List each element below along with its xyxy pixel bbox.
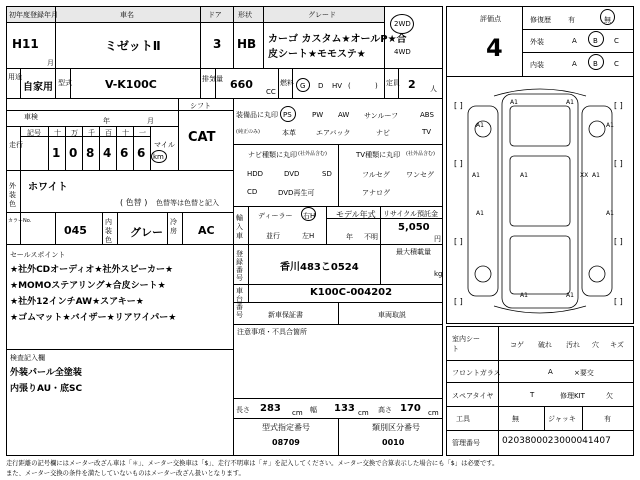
equip-sunroof: サンルーフ: [364, 112, 399, 120]
jack-label: ジャッキ: [548, 415, 576, 423]
inspection-year: 年: [103, 117, 110, 125]
repair-label: 修復歴: [530, 16, 551, 24]
cc-unit: CC: [266, 88, 276, 96]
inspector-notes-title: 検査記入欄: [10, 354, 45, 362]
interior-color-label: 内装色: [105, 218, 112, 244]
svg-text:[ ]: [ ]: [454, 297, 463, 306]
svg-text:[ ]: [ ]: [614, 159, 623, 168]
length: 283: [260, 403, 281, 414]
fuel-g: G: [300, 82, 306, 90]
ext-a: A: [572, 37, 577, 45]
seat-scratch: キズ: [610, 341, 624, 349]
shape: HB: [237, 37, 257, 51]
fuel-d: D: [318, 82, 324, 90]
model-label: 型式: [58, 79, 72, 87]
int-a: A: [572, 60, 577, 68]
km-unit: km: [153, 153, 164, 161]
spare-label: スペアタイヤ: [452, 392, 494, 400]
seat-hole: 穴: [592, 341, 599, 349]
equipment-sub: (純正のみ): [236, 129, 260, 135]
purpose-label: 用途: [8, 73, 22, 81]
equip-aw: AW: [338, 111, 350, 119]
equip-tv: TV: [422, 128, 432, 136]
spare-none: 欠: [606, 392, 613, 400]
navi-dvd-play: DVD再生可: [278, 189, 315, 197]
equip-ps: PS: [283, 111, 292, 119]
displacement-label: 排気量: [202, 75, 223, 83]
reg-month: 月: [47, 59, 54, 67]
shape-label: 形状: [238, 11, 252, 19]
ac-label: 冷房: [170, 218, 177, 235]
digit-4: 6: [120, 146, 129, 160]
shift-label: シフト: [190, 102, 211, 110]
tools-label: 工具: [456, 415, 470, 423]
reg-year-label: 初年度登録年月: [9, 11, 58, 19]
equip-navi: ナビ: [376, 129, 390, 137]
capacity-label: 定員: [386, 79, 400, 87]
sales-line-3: ★社外12インチAW★スアキー★: [10, 297, 144, 307]
svg-text:[ ]: [ ]: [454, 159, 463, 168]
recycle-value: 5,050: [398, 222, 430, 233]
diag-mark-9: A1: [476, 210, 484, 217]
color-value: ホワイト: [28, 182, 68, 193]
interior-seat-label: 室内シート: [452, 335, 480, 353]
tv-oneseg: ワンセグ: [406, 171, 434, 179]
jack-value: 有: [604, 415, 611, 423]
inspector-line-2: 内張りAU・底SC: [10, 384, 83, 394]
diag-mark-12: A1: [566, 292, 574, 299]
diag-mark-11: A1: [520, 292, 528, 299]
chassis-label: 車台番号: [236, 287, 243, 319]
new-car-warranty: 新車保証書: [268, 311, 303, 319]
reg-no: 香川483こ0524: [280, 262, 359, 273]
diag-mark-3: A1: [476, 122, 484, 129]
tv-title: TV種類に丸印: [356, 151, 401, 159]
color-change-note: 色替等は色替と記入: [156, 199, 219, 207]
seat-burn: コゲ: [510, 341, 524, 349]
class-no-label: 類別区分番号: [372, 423, 420, 432]
recycle-label: リサイクル預託金: [383, 210, 439, 218]
digit-2: 8: [86, 146, 95, 160]
score-value: 4: [486, 34, 503, 62]
drive-2wd: 2WD: [394, 20, 411, 28]
vehicle-manual: 車両取説: [378, 311, 406, 319]
repair-no: 無: [604, 16, 611, 24]
tools-value: 無: [512, 415, 519, 423]
diag-mark-2: A1: [566, 99, 574, 106]
spare-kit: 修理KIT: [560, 392, 585, 400]
svg-text:[ ]: [ ]: [614, 297, 623, 306]
spare-t: T: [530, 391, 535, 399]
equip-leather: 本革: [282, 129, 296, 137]
navi-sd: SD: [322, 170, 332, 178]
grade-label: グレード: [308, 11, 336, 19]
model-year-unit: 年: [346, 233, 353, 241]
import-parallel: 並行: [266, 232, 280, 240]
height-cm: cm: [428, 409, 439, 417]
equip-pw: PW: [312, 111, 324, 119]
ext-c: C: [614, 37, 619, 45]
mgmt-number: 0203800023000041407: [502, 436, 611, 446]
import-right: 右H: [303, 212, 316, 220]
digit-label-0: 記号: [27, 129, 41, 137]
height-label: 高さ: [378, 406, 392, 414]
max-load-kg: kg: [434, 270, 443, 278]
width-label: 幅: [310, 406, 317, 414]
svg-text:[ ]: [ ]: [454, 237, 463, 246]
inspection-month: 月: [147, 117, 154, 125]
footer-line-1: 走行距離の記号欄にはメーター改ざん車は「＊」、メーター交換車は「$」、走行不明車は「＃」を記入してください。メーター交換で合算表示した場合にも「$」は必要です。: [6, 460, 499, 467]
notes-label: 注意事項・不具合箇所: [237, 328, 307, 336]
tv-analog: アナログ: [362, 189, 390, 197]
tv-sub: (社外品含む): [406, 151, 435, 157]
class-no: 0010: [382, 438, 405, 447]
model-year-unknown: 不明: [364, 233, 378, 241]
score-label: 評価点: [480, 15, 501, 23]
sales-line-4: ★ゴムマット★バイザー★リアワイパー★: [10, 313, 177, 323]
exterior-label: 外装: [530, 38, 544, 46]
import-left: 左H: [302, 232, 315, 240]
car-name: ミゼットⅡ: [105, 39, 161, 53]
equip-airbag: エアバック: [316, 129, 351, 137]
windshield-a: A: [548, 368, 553, 376]
door-label: ドア: [208, 11, 222, 19]
int-c: C: [614, 60, 619, 68]
tv-fullseg: フルセグ: [362, 171, 390, 179]
svg-text:[ ]: [ ]: [454, 101, 463, 110]
digit-label-4: 百: [105, 129, 112, 137]
type-no-label: 型式指定番号: [262, 423, 310, 432]
fuel-hv: HV: [332, 82, 343, 90]
shift-value: CAT: [188, 130, 216, 145]
length-cm: cm: [292, 409, 303, 417]
sales-line-1: ★社外CDオーディオ★社外スピーカー★: [10, 265, 174, 275]
import-label: 輸入車: [236, 214, 243, 240]
height: 170: [400, 403, 421, 414]
navi-dvd: DVD: [284, 170, 300, 178]
digit-label-5: 十: [122, 129, 129, 137]
fuel-paren-open: (: [348, 82, 351, 90]
ext-b: B: [593, 37, 598, 45]
recycle-yen: 円: [434, 235, 441, 243]
chassis-no: K100C-004202: [310, 287, 393, 298]
navi-cd: CD: [247, 188, 258, 196]
mgmt-label: 管理番号: [452, 439, 480, 447]
width-cm: cm: [358, 409, 369, 417]
digit-5: 6: [137, 146, 146, 160]
type-no: 08709: [272, 438, 300, 447]
diag-mark-4: A1: [606, 122, 614, 129]
running-label: 走行: [9, 141, 23, 149]
digit-label-1: 十: [54, 129, 61, 137]
color-change-label: ( 色替 ): [120, 198, 148, 207]
inspector-line-1: 外装パール全塗装: [10, 368, 82, 378]
windshield-label: フロントガラス: [452, 369, 501, 377]
interior-color: グレー: [130, 226, 163, 239]
diag-mark-1: A1: [510, 99, 518, 106]
model: V-K100C: [105, 78, 157, 91]
digit-1: 0: [69, 146, 78, 160]
width: 133: [334, 403, 355, 414]
color-label: 外装色: [9, 182, 16, 208]
seat-tear: 破れ: [538, 341, 552, 349]
svg-text:[ ]: [ ]: [614, 101, 623, 110]
max-load-label: 最大積載量: [396, 248, 431, 256]
navi-title: ナビ種類に丸印: [248, 151, 297, 159]
repair-yes: 有: [568, 16, 575, 24]
equipment-label: 装備品に丸印: [236, 111, 278, 119]
fuel-paren-close: ): [375, 82, 378, 90]
diag-mark-10: A1: [606, 210, 614, 217]
model-year-label: モデル年式: [336, 210, 376, 219]
digit-label-3: 千: [88, 129, 95, 137]
digit-3: 4: [103, 146, 112, 160]
diag-mark-7: XX: [580, 172, 589, 179]
car-damage-diagram: [450, 84, 630, 320]
displacement: 660: [230, 78, 253, 91]
fuel-label: 燃料: [280, 79, 294, 87]
length-label: 長さ: [236, 406, 250, 414]
footer-line-2: また、メーター交換の条件を満たしていないものはメーター改ざん扱いとなります。: [6, 470, 245, 477]
navi-sub: (社外品含む): [298, 151, 327, 157]
navi-hdd: HDD: [247, 170, 264, 178]
color-no: 045: [64, 224, 87, 237]
car-name-label: 車名: [120, 11, 134, 19]
diag-mark-5: A1: [472, 172, 480, 179]
diag-mark-6: A1: [520, 172, 528, 179]
import-dealer: ディーラー: [258, 212, 293, 220]
inspection-label: 車検: [24, 113, 38, 121]
equip-abs: ABS: [420, 111, 434, 119]
doors: 3: [213, 37, 222, 51]
color-no-label: カラーNo.: [8, 218, 32, 224]
digit-0: 1: [52, 146, 61, 160]
purpose: 自家用: [23, 82, 53, 93]
reg-year: H11: [12, 37, 39, 51]
mile-unit: マイル: [154, 141, 175, 149]
drive-4wd: 4WD: [394, 48, 411, 56]
digit-label-2: 万: [71, 129, 78, 137]
sales-line-2: ★MOMOステアリング★合皮シート★: [10, 281, 166, 291]
capacity-unit: 人: [430, 85, 437, 93]
windshield-replace: ×要交: [574, 369, 594, 377]
grade-line2: 皮シート★モモステ★: [268, 49, 366, 60]
sales-points-title: セールスポイント: [10, 251, 66, 259]
reg-no-label: 登録番号: [236, 250, 243, 282]
int-b: B: [593, 60, 598, 68]
digit-label-6: 一: [139, 129, 146, 137]
ac-value: AC: [198, 224, 215, 237]
interior-label: 内装: [530, 61, 544, 69]
svg-text:[ ]: [ ]: [614, 237, 623, 246]
seat-stain: 汚れ: [566, 341, 580, 349]
capacity: 2: [408, 78, 416, 91]
diag-mark-8: A1: [592, 172, 600, 179]
grade-line1: カーゴ カスタム★オールP★合: [268, 34, 407, 45]
